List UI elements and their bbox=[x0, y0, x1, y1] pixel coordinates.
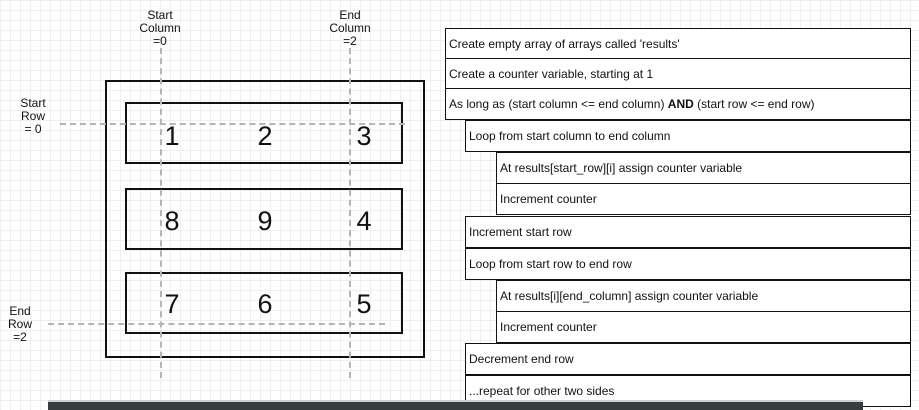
step-text: Decrement end row bbox=[469, 352, 574, 366]
end-row-label bbox=[0, 305, 40, 344]
step-text: Increment counter bbox=[500, 320, 597, 334]
end-row-label-line3: =2 bbox=[13, 330, 27, 344]
step-text-bold: AND bbox=[667, 97, 694, 111]
step-text-pre: As long as (start column <= end column) bbox=[449, 97, 668, 111]
bottom-dark-bar bbox=[48, 402, 863, 410]
step-assign-end-column bbox=[496, 280, 911, 312]
end-column-label-line3: =2 bbox=[343, 34, 357, 48]
step-assign-top-row bbox=[496, 152, 911, 184]
step-text: Loop from start column to end column bbox=[469, 129, 671, 143]
matrix-cell: 6 bbox=[257, 289, 273, 319]
step-text: Increment start row bbox=[469, 225, 572, 239]
matrix-cell: 9 bbox=[257, 206, 273, 236]
step-text: ...repeat for other two sides bbox=[469, 384, 615, 398]
step-loop-rows bbox=[465, 248, 911, 280]
step-text: At results[i][end_column] assign counter variable bbox=[500, 289, 759, 303]
step-decrement-end-row bbox=[465, 343, 911, 375]
step-text: Create a counter variable, starting at 1 bbox=[449, 67, 654, 81]
start-row-guide bbox=[60, 123, 405, 125]
matrix-cell: 3 bbox=[356, 121, 372, 151]
start-column-guide bbox=[160, 48, 162, 378]
step-loop-columns bbox=[465, 120, 911, 152]
start-column-label bbox=[130, 9, 190, 48]
matrix-cell: 7 bbox=[164, 289, 180, 319]
step-text-post: (start row <= end row) bbox=[693, 97, 815, 111]
start-column-label-line1: Start bbox=[147, 8, 173, 22]
end-column-label-line1: End bbox=[339, 8, 361, 22]
start-row-label-line3: = 0 bbox=[24, 122, 42, 136]
start-column-label-line2: Column bbox=[139, 21, 181, 35]
step-text: Loop from start row to end row bbox=[469, 257, 632, 271]
step-while-loop bbox=[445, 88, 911, 120]
step-text: Create empty array of arrays called 'results' bbox=[449, 37, 680, 51]
start-row-label bbox=[8, 97, 58, 136]
start-row-label-line1: Start bbox=[20, 96, 46, 110]
step-increment-counter-1 bbox=[496, 183, 911, 215]
matrix-cell: 8 bbox=[164, 206, 180, 236]
start-column-label-line3: =0 bbox=[153, 34, 167, 48]
step-create-results bbox=[445, 28, 911, 60]
end-row-label-line2: Row bbox=[7, 317, 32, 331]
end-row-label-line1: End bbox=[9, 304, 31, 318]
end-row-guide bbox=[48, 323, 385, 325]
step-increment-start-row bbox=[465, 216, 911, 248]
matrix-cell: 4 bbox=[356, 206, 372, 236]
matrix-cell: 5 bbox=[356, 289, 372, 319]
step-text: At results[start_row][i] assign counter variable bbox=[500, 161, 743, 175]
end-column-label-line2: Column bbox=[329, 21, 371, 35]
start-row-label-line2: Row bbox=[20, 109, 45, 123]
matrix-cell: 2 bbox=[257, 121, 273, 151]
end-column-label bbox=[320, 9, 380, 48]
end-column-guide bbox=[349, 48, 351, 378]
matrix-cell: 1 bbox=[164, 121, 180, 151]
step-create-counter bbox=[445, 58, 911, 90]
step-text: Increment counter bbox=[500, 192, 597, 206]
step-increment-counter-2 bbox=[496, 311, 911, 343]
